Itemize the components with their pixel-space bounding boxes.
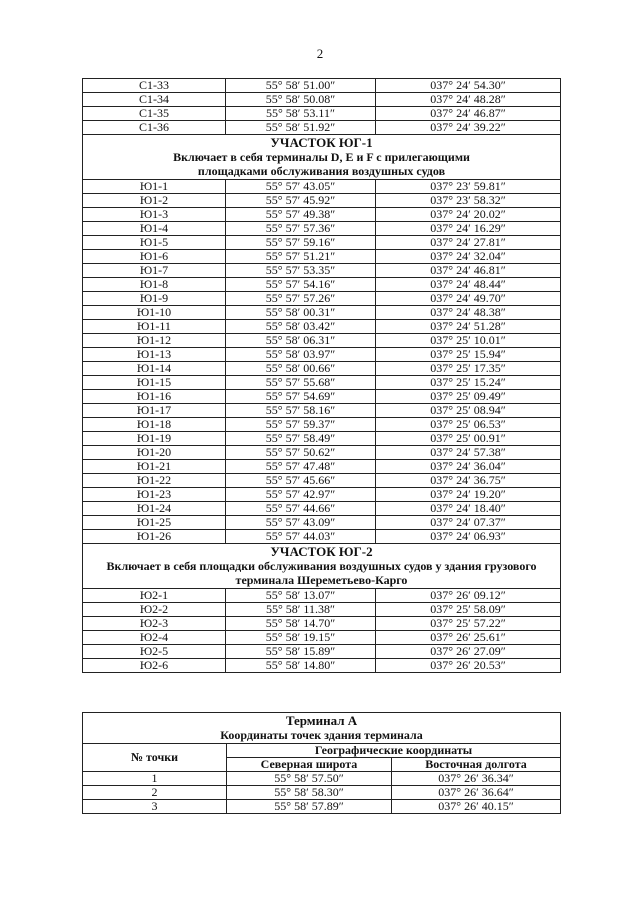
longitude-cell: 037° 25′ 08.94″ xyxy=(376,404,561,418)
longitude-cell: 037° 24′ 20.02″ xyxy=(376,208,561,222)
longitude-cell: 037° 24′ 18.40″ xyxy=(376,502,561,516)
table-row xyxy=(83,617,561,631)
latitude-cell: 55° 57′ 45.92″ xyxy=(226,194,376,208)
terminal-a-table xyxy=(82,712,561,814)
point-id-cell: Ю1-6 xyxy=(83,250,226,264)
table-row xyxy=(83,208,561,222)
point-id-cell: Ю2-6 xyxy=(83,659,226,673)
latitude-cell: 55° 57′ 59.37″ xyxy=(226,418,376,432)
table-row xyxy=(83,390,561,404)
table-row xyxy=(83,516,561,530)
longitude-cell: 037° 24′ 32.04″ xyxy=(376,250,561,264)
longitude-cell: 037° 25′ 15.24″ xyxy=(376,376,561,390)
point-id-cell: Ю2-1 xyxy=(83,589,226,603)
point-id-cell: Ю1-12 xyxy=(83,334,226,348)
section-title-yug2: УЧАСТОК ЮГ-2 xyxy=(270,544,373,559)
point-id-cell: Ю1-10 xyxy=(83,306,226,320)
latitude-cell: 55° 57′ 50.62″ xyxy=(226,446,376,460)
point-id-cell: Ю2-4 xyxy=(83,631,226,645)
latitude-cell: 55° 57′ 59.16″ xyxy=(226,236,376,250)
latitude-cell: 55° 58′ 57.50″ xyxy=(227,772,392,786)
latitude-cell: 55° 58′ 13.07″ xyxy=(226,589,376,603)
point-id-cell: Ю1-18 xyxy=(83,418,226,432)
longitude-cell: 037° 24′ 48.28″ xyxy=(376,93,561,107)
longitude-cell: 037° 26′ 27.09″ xyxy=(376,645,561,659)
table-row xyxy=(83,320,561,334)
longitude-cell: 037° 26′ 25.61″ xyxy=(376,631,561,645)
section-yug2 xyxy=(83,544,561,589)
table-row xyxy=(83,645,561,659)
table-row xyxy=(83,530,561,544)
point-id-cell: Ю1-2 xyxy=(83,194,226,208)
latitude-cell: 55° 57′ 57.26″ xyxy=(226,292,376,306)
table-row xyxy=(83,194,561,208)
point-id-cell: 3 xyxy=(83,800,227,814)
table-row xyxy=(83,264,561,278)
table-row xyxy=(83,79,561,93)
longitude-cell: 037° 26′ 09.12″ xyxy=(376,589,561,603)
terminal-header-row-1 xyxy=(83,744,561,758)
table-row xyxy=(83,460,561,474)
latitude-cell: 55° 57′ 58.49″ xyxy=(226,432,376,446)
table-row xyxy=(83,631,561,645)
section-desc-yug2-line2: терминала Шереметьево-Карго xyxy=(235,573,408,587)
longitude-cell: 037° 24′ 48.44″ xyxy=(376,278,561,292)
longitude-cell: 037° 25′ 00.91″ xyxy=(376,432,561,446)
latitude-cell: 55° 58′ 00.66″ xyxy=(226,362,376,376)
point-id-cell: 2 xyxy=(83,786,227,800)
table-row xyxy=(83,362,561,376)
point-id-cell: Ю2-2 xyxy=(83,603,226,617)
table-row xyxy=(83,107,561,121)
latitude-cell: 55° 58′ 15.89″ xyxy=(226,645,376,659)
latitude-cell: 55° 58′ 03.42″ xyxy=(226,320,376,334)
longitude-cell: 037° 23′ 58.32″ xyxy=(376,194,561,208)
table-row xyxy=(83,348,561,362)
table-row xyxy=(83,488,561,502)
latitude-cell: 55° 57′ 57.36″ xyxy=(226,222,376,236)
section-yug1 xyxy=(83,135,561,180)
point-id-cell: Ю1-22 xyxy=(83,474,226,488)
point-id-cell: Ю1-9 xyxy=(83,292,226,306)
longitude-cell: 037° 24′ 19.20″ xyxy=(376,488,561,502)
table-row xyxy=(83,93,561,107)
longitude-cell: 037° 26′ 36.64″ xyxy=(392,786,561,800)
point-id-cell: Ю1-25 xyxy=(83,516,226,530)
section-header-yug2 xyxy=(83,544,561,589)
longitude-cell: 037° 24′ 16.29″ xyxy=(376,222,561,236)
point-id-cell: Ю1-23 xyxy=(83,488,226,502)
rows-yug2-group xyxy=(83,589,561,673)
longitude-cell: 037° 26′ 36.34″ xyxy=(392,772,561,786)
latitude-cell: 55° 58′ 00.31″ xyxy=(226,306,376,320)
latitude-cell: 55° 57′ 54.69″ xyxy=(226,390,376,404)
longitude-cell: 037° 23′ 59.81″ xyxy=(376,180,561,194)
section-desc-yug2-line1: Включает в себя площадки обслуживания воздушных судов у здания грузового xyxy=(106,559,537,573)
table-row xyxy=(83,786,561,800)
table-row xyxy=(83,292,561,306)
latitude-cell: 55° 58′ 19.15″ xyxy=(226,631,376,645)
longitude-cell: 037° 24′ 49.70″ xyxy=(376,292,561,306)
point-id-cell: Ю1-5 xyxy=(83,236,226,250)
section-desc-yug1-line2: площадками обслуживания воздушных судов xyxy=(197,164,446,178)
latitude-cell: 55° 57′ 44.66″ xyxy=(226,502,376,516)
point-id-cell: Ю1-11 xyxy=(83,320,226,334)
longitude-cell: 037° 24′ 48.38″ xyxy=(376,306,561,320)
latitude-cell: 55° 58′ 57.89″ xyxy=(227,800,392,814)
point-id-cell: Ю1-20 xyxy=(83,446,226,460)
terminal-rows-group xyxy=(83,772,561,814)
point-id-cell: С1-34 xyxy=(83,93,226,107)
longitude-cell: 037° 24′ 54.30″ xyxy=(376,79,561,93)
latitude-cell: 55° 58′ 06.31″ xyxy=(226,334,376,348)
longitude-cell: 037° 25′ 58.09″ xyxy=(376,603,561,617)
longitude-cell: 037° 24′ 27.81″ xyxy=(376,236,561,250)
table-row xyxy=(83,474,561,488)
latitude-cell: 55° 57′ 53.35″ xyxy=(226,264,376,278)
point-id-cell: Ю1-15 xyxy=(83,376,226,390)
table-row xyxy=(83,659,561,673)
section-header-yug1 xyxy=(83,135,561,180)
section-title-yug1: УЧАСТОК ЮГ-1 xyxy=(270,135,373,150)
longitude-cell: 037° 25′ 06.53″ xyxy=(376,418,561,432)
longitude-cell: 037° 25′ 09.49″ xyxy=(376,390,561,404)
point-id-cell: Ю1-17 xyxy=(83,404,226,418)
point-id-cell: Ю1-1 xyxy=(83,180,226,194)
longitude-cell: 037° 26′ 40.15″ xyxy=(392,800,561,814)
table-row xyxy=(83,800,561,814)
longitude-cell: 037° 24′ 36.04″ xyxy=(376,460,561,474)
table-row xyxy=(83,278,561,292)
longitude-cell: 037° 25′ 10.01″ xyxy=(376,334,561,348)
point-id-cell: Ю2-3 xyxy=(83,617,226,631)
table-row xyxy=(83,121,561,135)
latitude-cell: 55° 57′ 58.16″ xyxy=(226,404,376,418)
table-row xyxy=(83,772,561,786)
latitude-cell: 55° 58′ 50.08″ xyxy=(226,93,376,107)
latitude-cell: 55° 58′ 53.11″ xyxy=(226,107,376,121)
longitude-cell: 037° 24′ 46.87″ xyxy=(376,107,561,121)
point-id-cell: Ю1-13 xyxy=(83,348,226,362)
latitude-cell: 55° 57′ 54.16″ xyxy=(226,278,376,292)
latitude-cell: 55° 57′ 51.21″ xyxy=(226,250,376,264)
longitude-cell: 037° 25′ 15.94″ xyxy=(376,348,561,362)
longitude-cell: 037° 24′ 07.37″ xyxy=(376,516,561,530)
page-number: 2 xyxy=(316,46,324,61)
table-row xyxy=(83,222,561,236)
col-lat-header: Северная широта xyxy=(227,758,392,772)
table-row xyxy=(83,446,561,460)
col-point-header: № точки xyxy=(83,744,227,772)
latitude-cell: 55° 57′ 43.09″ xyxy=(226,516,376,530)
latitude-cell: 55° 58′ 03.97″ xyxy=(226,348,376,362)
terminal-title-row xyxy=(83,713,561,744)
table-row xyxy=(83,502,561,516)
longitude-cell: 037° 24′ 36.75″ xyxy=(376,474,561,488)
point-id-cell: Ю1-26 xyxy=(83,530,226,544)
rows-yug1-group xyxy=(83,180,561,544)
longitude-cell: 037° 24′ 39.22″ xyxy=(376,121,561,135)
section-desc-yug1-line1: Включает в себя терминалы D, E и F с прилегающими xyxy=(173,150,470,164)
longitude-cell: 037° 25′ 17.35″ xyxy=(376,362,561,376)
longitude-cell: 037° 24′ 06.93″ xyxy=(376,530,561,544)
point-id-cell: Ю1-7 xyxy=(83,264,226,278)
latitude-cell: 55° 57′ 45.66″ xyxy=(226,474,376,488)
table-row xyxy=(83,589,561,603)
latitude-cell: 55° 57′ 47.48″ xyxy=(226,460,376,474)
table-row xyxy=(83,376,561,390)
point-id-cell: Ю1-19 xyxy=(83,432,226,446)
longitude-cell: 037° 24′ 46.81″ xyxy=(376,264,561,278)
latitude-cell: 55° 57′ 44.03″ xyxy=(226,530,376,544)
latitude-cell: 55° 57′ 42.97″ xyxy=(226,488,376,502)
col-lon-header: Восточная долгота xyxy=(392,758,561,772)
point-id-cell: Ю1-8 xyxy=(83,278,226,292)
point-id-cell: Ю1-14 xyxy=(83,362,226,376)
latitude-cell: 55° 57′ 43.05″ xyxy=(226,180,376,194)
table-row xyxy=(83,250,561,264)
point-id-cell: Ю1-16 xyxy=(83,390,226,404)
rows-top-group xyxy=(83,79,561,135)
table-row xyxy=(83,603,561,617)
terminal-subtitle: Координаты точек здания терминала xyxy=(220,728,423,742)
table-row xyxy=(83,432,561,446)
point-id-cell: Ю2-5 xyxy=(83,645,226,659)
point-id-cell: С1-33 xyxy=(83,79,226,93)
table-row xyxy=(83,236,561,250)
latitude-cell: 55° 58′ 14.70″ xyxy=(226,617,376,631)
latitude-cell: 55° 58′ 51.00″ xyxy=(226,79,376,93)
table-row xyxy=(83,418,561,432)
longitude-cell: 037° 25′ 57.22″ xyxy=(376,617,561,631)
longitude-cell: 037° 24′ 51.28″ xyxy=(376,320,561,334)
point-id-cell: 1 xyxy=(83,772,227,786)
latitude-cell: 55° 58′ 51.92″ xyxy=(226,121,376,135)
table-row xyxy=(83,180,561,194)
point-id-cell: С1-36 xyxy=(83,121,226,135)
latitude-cell: 55° 58′ 11.38″ xyxy=(226,603,376,617)
longitude-cell: 037° 24′ 57.38″ xyxy=(376,446,561,460)
latitude-cell: 55° 58′ 14.80″ xyxy=(226,659,376,673)
table-row xyxy=(83,306,561,320)
table-row xyxy=(83,334,561,348)
latitude-cell: 55° 57′ 55.68″ xyxy=(226,376,376,390)
longitude-cell: 037° 26′ 20.53″ xyxy=(376,659,561,673)
table-row xyxy=(83,404,561,418)
point-id-cell: Ю1-21 xyxy=(83,460,226,474)
col-geo-header: Географические координаты xyxy=(227,744,561,758)
point-id-cell: Ю1-24 xyxy=(83,502,226,516)
latitude-cell: 55° 58′ 58.30″ xyxy=(227,786,392,800)
point-id-cell: Ю1-3 xyxy=(83,208,226,222)
coordinates-table xyxy=(82,78,561,673)
terminal-title: Терминал А xyxy=(285,713,358,728)
point-id-cell: Ю1-4 xyxy=(83,222,226,236)
point-id-cell: С1-35 xyxy=(83,107,226,121)
latitude-cell: 55° 57′ 49.38″ xyxy=(226,208,376,222)
